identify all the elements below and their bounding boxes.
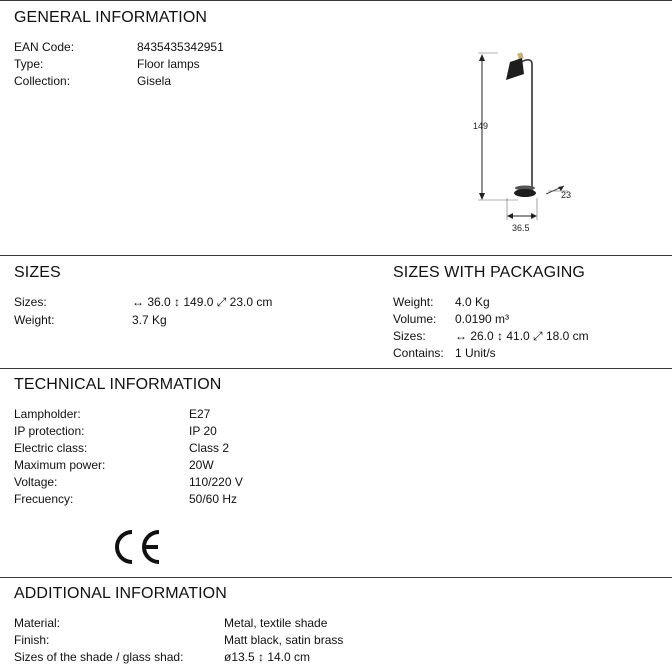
floor-lamp-dimension-drawing: [468, 48, 588, 238]
frequency-value: 50/60 Hz: [189, 492, 238, 506]
collection-value: Gisela: [137, 74, 172, 88]
divider-technical: [0, 368, 672, 369]
packaging-sizes-value: ↔ 26.0 ↕ 41.0 ⤢ 18.0 cm: [455, 329, 589, 343]
depth-label: 23: [561, 190, 572, 200]
technical-heading: TECHNICAL INFORMATION: [14, 376, 222, 393]
voltage-value: 110/220 V: [189, 475, 243, 489]
lamp-figure: [506, 52, 536, 197]
weight-label: Weight:: [14, 313, 55, 327]
sizes-value: ↔ 36.0 ↕ 149.0 ⤢ 23.0 cm: [132, 295, 273, 309]
height-label: 149: [473, 121, 489, 131]
collection-label: Collection:: [14, 74, 71, 88]
ean-code-value: 8435435342951: [137, 40, 224, 54]
electric-class-value: Class 2: [189, 441, 230, 455]
electric-class-label: Electric class:: [14, 441, 88, 455]
material-label: Material:: [14, 616, 61, 630]
ip-protection-label: IP protection:: [14, 424, 85, 438]
packaging-contains-label: Contains:: [393, 346, 444, 360]
general-info-heading: GENERAL INFORMATION: [14, 9, 208, 26]
divider-sizes: [0, 255, 672, 256]
packaging-heading: SIZES WITH PACKAGING: [393, 264, 585, 281]
ip-protection-value: IP 20: [189, 424, 217, 438]
packaging-volume-label: Volume:: [393, 312, 437, 326]
finish-value: Matt black, satin brass: [224, 633, 344, 647]
shade-sizes-value: ø13.5 ↕ 14.0 cm: [224, 650, 311, 664]
packaging-weight-value: 4.0 Kg: [455, 295, 490, 309]
additional-heading: ADDITIONAL INFORMATION: [14, 585, 227, 602]
packaging-contains-value: 1 Unit/s: [455, 346, 496, 360]
lampholder-value: E27: [189, 407, 211, 421]
shade-sizes-label: Sizes of the shade / glass shad:: [14, 650, 184, 664]
divider-additional: [0, 577, 672, 578]
packaging-sizes-label: Sizes:: [393, 329, 426, 343]
finish-label: Finish:: [14, 633, 50, 647]
material-value: Metal, textile shade: [224, 616, 328, 630]
width-label: 36.5: [512, 223, 530, 233]
packaging-volume-value: 0.0190 m³: [455, 312, 510, 326]
type-label: Type:: [14, 57, 44, 71]
width-dimension-line: [507, 198, 537, 220]
sizes-heading: SIZES: [14, 264, 61, 281]
packaging-weight-label: Weight:: [393, 295, 434, 309]
lampholder-label: Lampholder:: [14, 407, 81, 421]
voltage-label: Voltage:: [14, 475, 58, 489]
weight-value: 3.7 Kg: [132, 313, 167, 327]
divider-top: [0, 0, 672, 1]
ean-code-label: EAN Code:: [14, 40, 75, 54]
maximum-power-value: 20W: [189, 458, 214, 472]
frequency-label: Frecuency:: [14, 492, 74, 506]
ce-mark-icon: [113, 528, 163, 566]
sizes-label: Sizes:: [14, 295, 47, 309]
maximum-power-label: Maximum power:: [14, 458, 106, 472]
type-value: Floor lamps: [137, 57, 200, 71]
